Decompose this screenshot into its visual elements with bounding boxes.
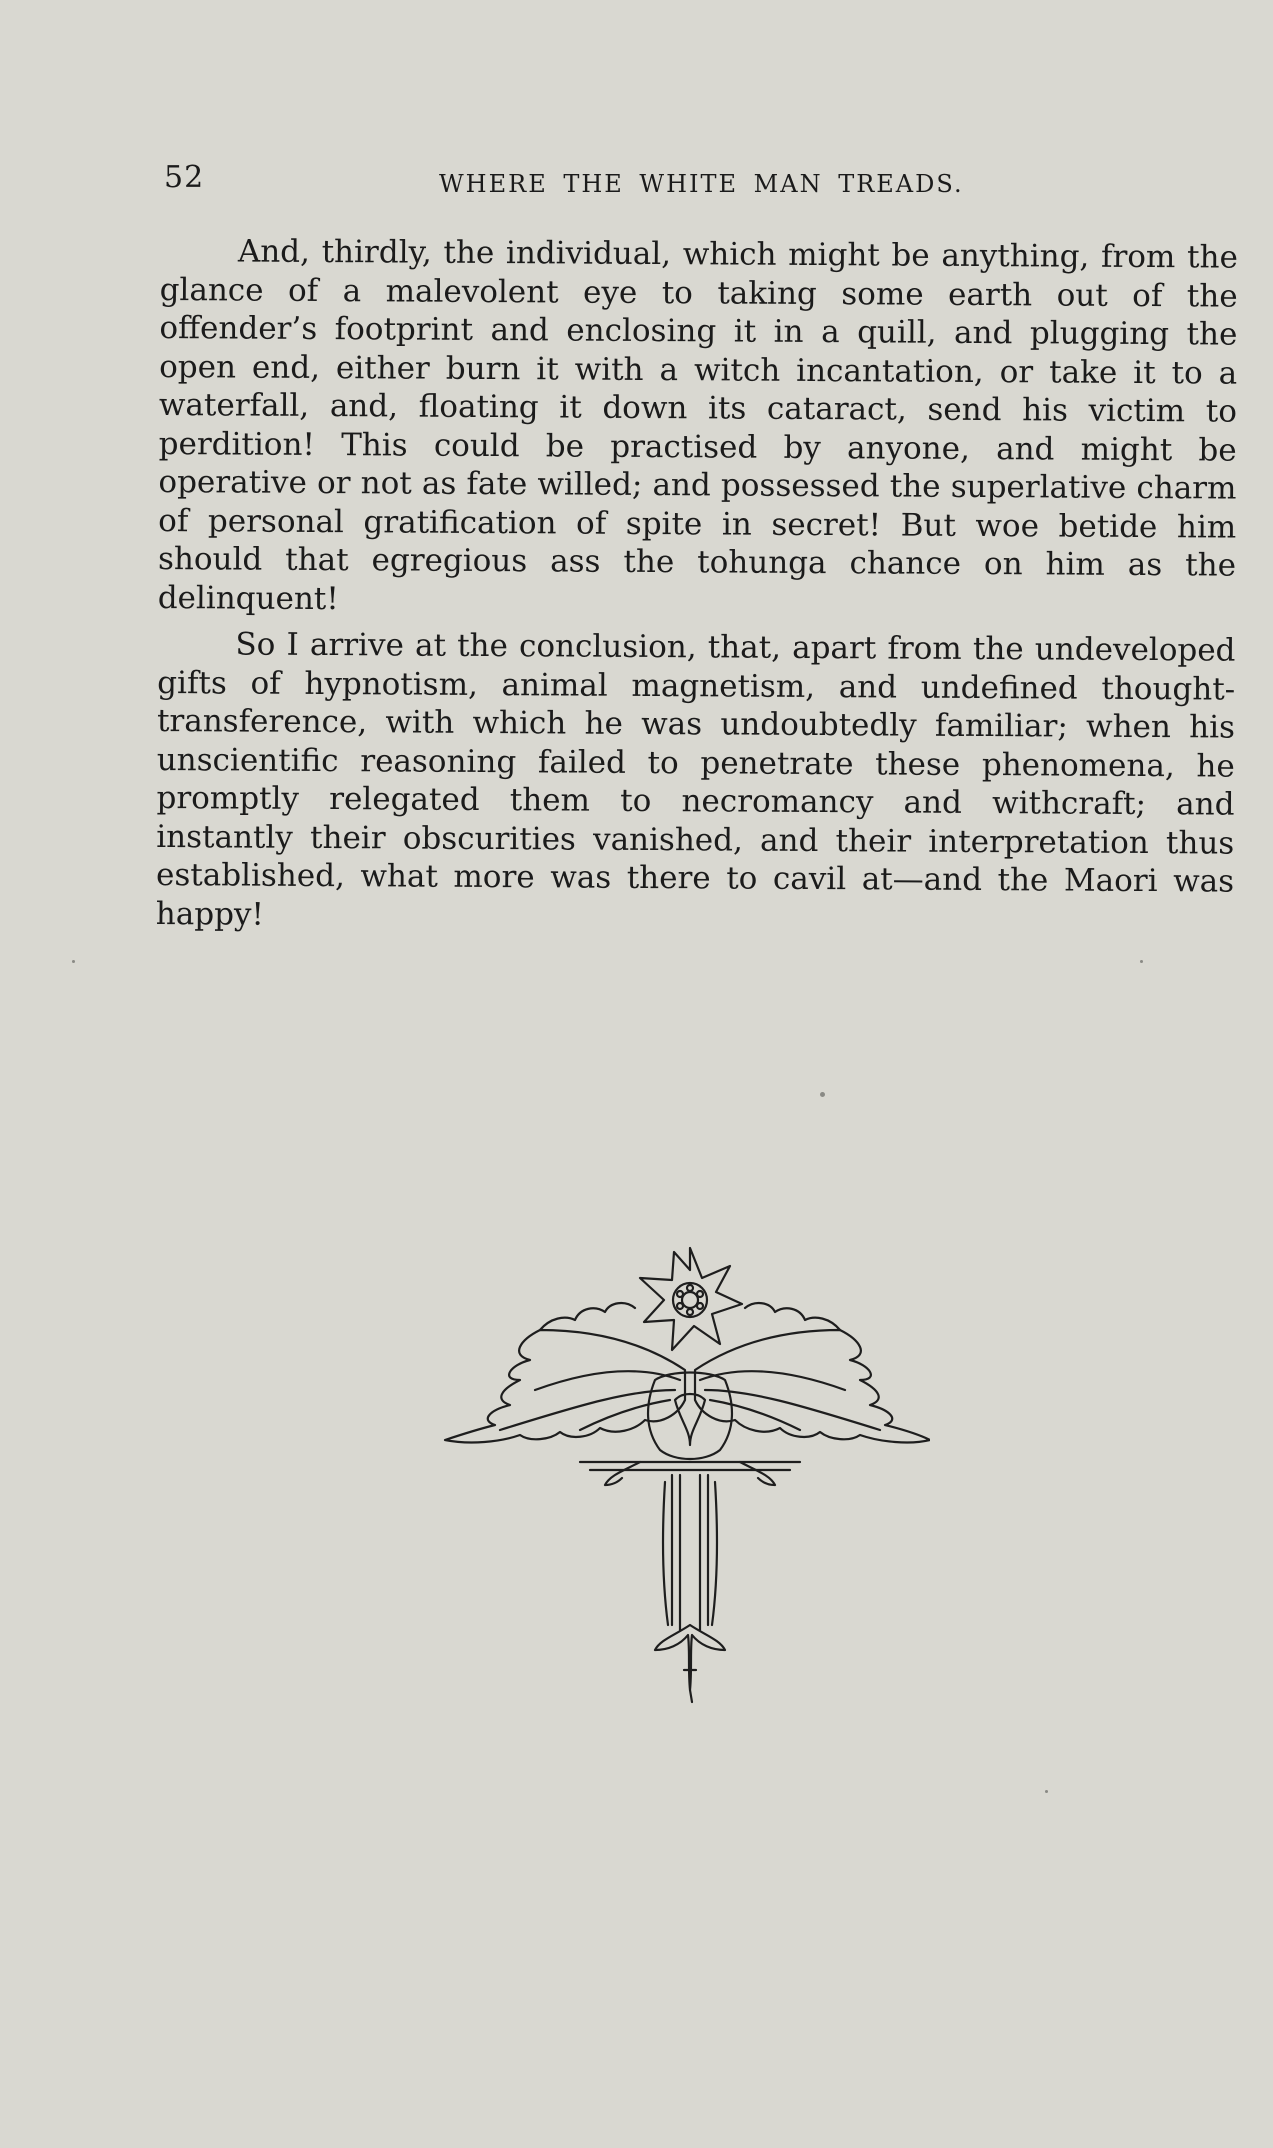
running-head — [164, 160, 1264, 200]
paper-speck — [1140, 960, 1143, 963]
paper-speck — [72, 960, 75, 963]
page-number: 52 — [164, 160, 205, 195]
running-title: WHERE THE WHITE MAN TREADS. — [439, 170, 964, 198]
floral-tailpiece-ornament-icon — [440, 1230, 930, 1705]
paper-speck — [820, 1092, 825, 1097]
paragraph-2: So I arrive at the conclusion, that, apart from the undeveloped gifts of hypnotism, animal magnetism, and undefined thought-transference, with which he was undoubtedly familiar; when his unscientific reasoning failed to penetrate these phenomena, he promptly relegated them to necromancy and withcraft; and instantly their obscurities vanished, and their interpretation thus established, what more was there to cavil at—and the Maori was happy! — [155, 626, 1236, 933]
body-text — [156, 232, 1238, 948]
paper-speck — [1045, 1790, 1048, 1793]
paragraph-1: And, thirdly, the individual, which might be anything, from the glance of a malevolent eye to taking some earth out of the offender’s footprint and enclosing it in a quill, and plugging the open end, either burn it with a witch incantation, or take it to a waterfall, and, floating it down its cataract, send his victim to perdition! This could be practised by anyone, and might be operative or not as fate willed; and possessed the superlative charm of personal gratification of spite in secret! But woe betide him should that egregious ass the tohunga chance on him as the delinquent! — [157, 233, 1238, 617]
